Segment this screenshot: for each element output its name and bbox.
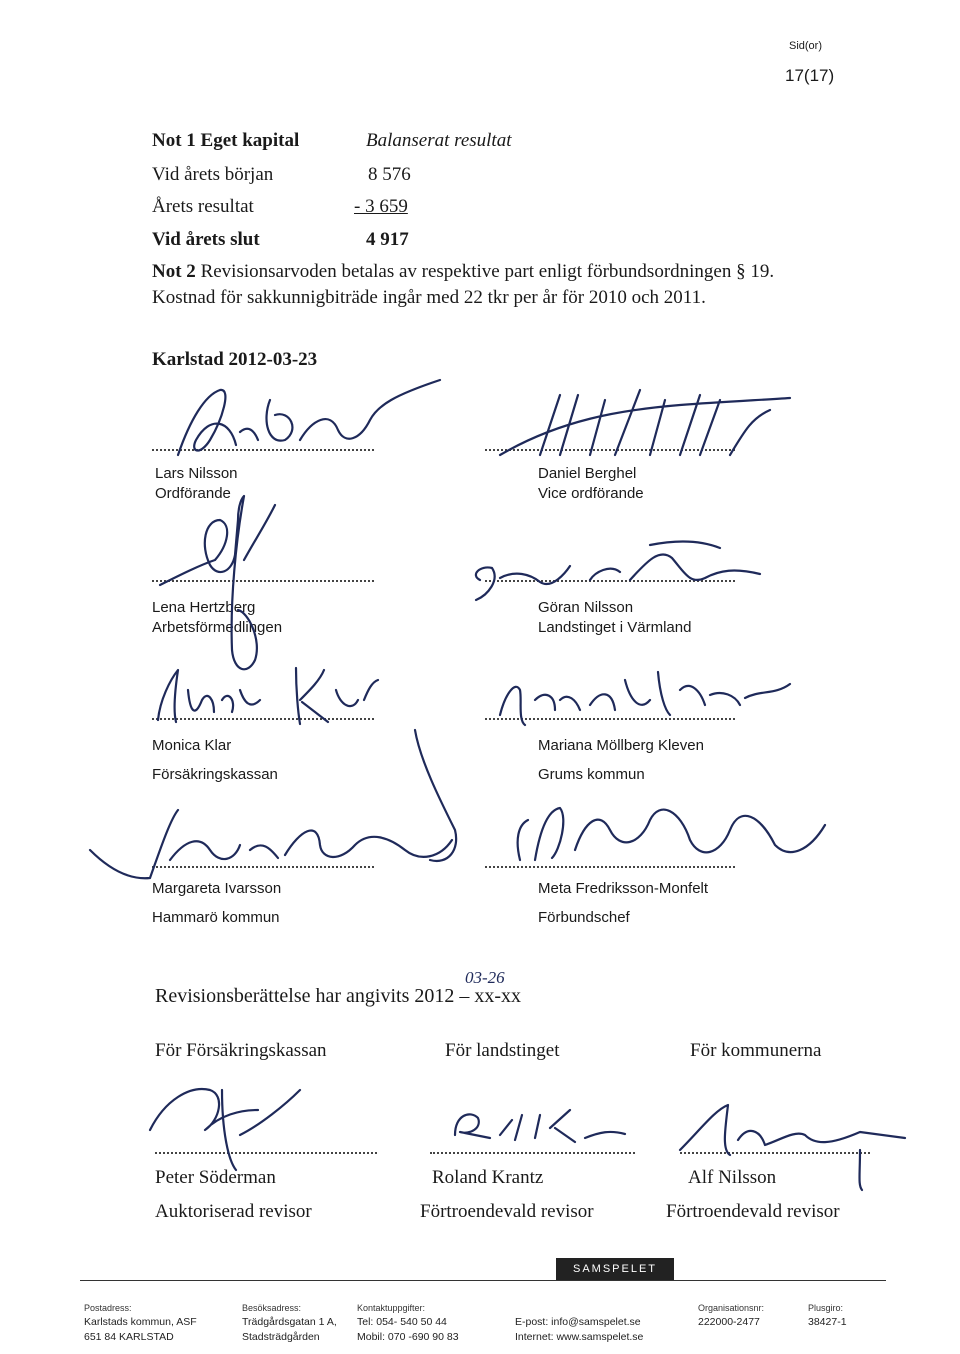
signature-line (152, 866, 374, 868)
plusgiro-number: 38427-1 (808, 1316, 847, 1328)
signatory-role: Vice ordförande (538, 485, 644, 502)
postal-line2: 651 84 KARLSTAD (84, 1331, 174, 1343)
auditor-role: Förtroendevald revisor (420, 1201, 594, 1222)
signatory-role: Grums kommun (538, 766, 645, 783)
signatory-role: Hammarö kommun (152, 909, 280, 926)
org-number: 222000-2477 (698, 1316, 760, 1328)
signature-line (680, 1152, 870, 1154)
signatory-name: Monica Klar (152, 737, 232, 754)
signatory-role: Arbetsförmedlingen (152, 619, 283, 636)
signatory-role: Försäkringskassan (152, 766, 278, 783)
note2-text: Revisionsarvoden betalas av respektive part enligt förbundsordningen § 19. (200, 261, 775, 282)
org-label: Organisationsnr: (698, 1303, 765, 1313)
signature-line (430, 1152, 635, 1154)
signature-line (152, 580, 374, 582)
row-value-result: - 3 659 (354, 196, 408, 217)
signatory-name: Lena Hertzberg (152, 599, 256, 616)
note2-line1 (152, 261, 774, 283)
signature-line (152, 449, 374, 451)
footer-divider (80, 1280, 886, 1281)
row-label-end: Vid årets slut (152, 229, 260, 250)
revision-heading: För kommunerna (690, 1040, 822, 1061)
signatory-name: Daniel Berghel (538, 465, 637, 482)
revision-heading: För landstinget (445, 1040, 560, 1061)
auditor-name: Roland Krantz (432, 1167, 544, 1188)
signatory-role: Ordförande (155, 485, 231, 502)
signatory-role: Förbundschef (538, 909, 630, 926)
signature-line (155, 1152, 377, 1154)
row-label-start: Vid årets början (152, 164, 274, 185)
note1-column-heading: Balanserat resultat (366, 130, 512, 151)
note2-label: Not 2 (152, 261, 196, 282)
signatory-name: Margareta Ivarsson (152, 880, 282, 897)
signatory-name: Göran Nilsson (538, 599, 634, 616)
auditor-role: Auktoriserad revisor (155, 1201, 312, 1222)
note2-line2: Kostnad för sakkunnigbiträde ingår med 22 tkr per år för 2010 och 2011. (152, 287, 706, 308)
auditor-name: Alf Nilsson (688, 1167, 777, 1188)
logo-text: SAMSPELET (572, 1263, 658, 1275)
note1-title: Not 1 Eget kapital (152, 130, 300, 151)
visit-label: Besöksadress: (242, 1303, 302, 1313)
auditor-role: Förtroendevald revisor (666, 1201, 840, 1222)
signatory-name: Lars Nilsson (155, 465, 238, 482)
visit-line2: Stadsträdgården (242, 1331, 320, 1343)
handwritten-date: 03-26 (465, 968, 505, 987)
visit-line1: Trädgårdsgatan 1 A, (242, 1316, 337, 1328)
postal-line1: Karlstads kommun, ASF (84, 1316, 197, 1328)
signatory-role: Landstinget i Värmland (538, 619, 692, 636)
signature-line (485, 580, 735, 582)
revision-heading: För Försäkringskassan (155, 1040, 327, 1061)
samspelet-logo (556, 1258, 674, 1280)
signatory-name: Meta Fredriksson-Monfelt (538, 880, 709, 897)
auditor-name: Peter Söderman (155, 1167, 276, 1188)
signatory-name: Mariana Möllberg Kleven (538, 737, 704, 754)
revision-statement: Revisionsberättelse har angivits 2012 – xx-xx (155, 985, 522, 1007)
internet-link[interactable]: Internet: www.samspelet.se (515, 1331, 644, 1343)
row-value-end: 4 917 (366, 229, 409, 250)
sid-label: Sid(or) (789, 40, 823, 52)
row-value-start: 8 576 (368, 164, 411, 185)
signature-line (485, 718, 735, 720)
signature-line (485, 866, 735, 868)
contact-label: Kontaktuppgifter: (357, 1303, 426, 1313)
page-number: 17(17) (785, 66, 835, 85)
plusgiro-label: Plusgiro: (808, 1303, 844, 1313)
email-link[interactable]: E-post: info@samspelet.se (515, 1316, 641, 1328)
signature-line (152, 718, 374, 720)
row-label-result: Årets resultat (152, 196, 254, 217)
signature-line (485, 449, 735, 451)
contact-mobile: Mobil: 070 -690 90 83 (357, 1331, 459, 1343)
postal-label: Postadress: (84, 1303, 132, 1313)
place-date: Karlstad 2012-03-23 (152, 349, 318, 370)
contact-tel: Tel: 054- 540 50 44 (357, 1316, 447, 1328)
